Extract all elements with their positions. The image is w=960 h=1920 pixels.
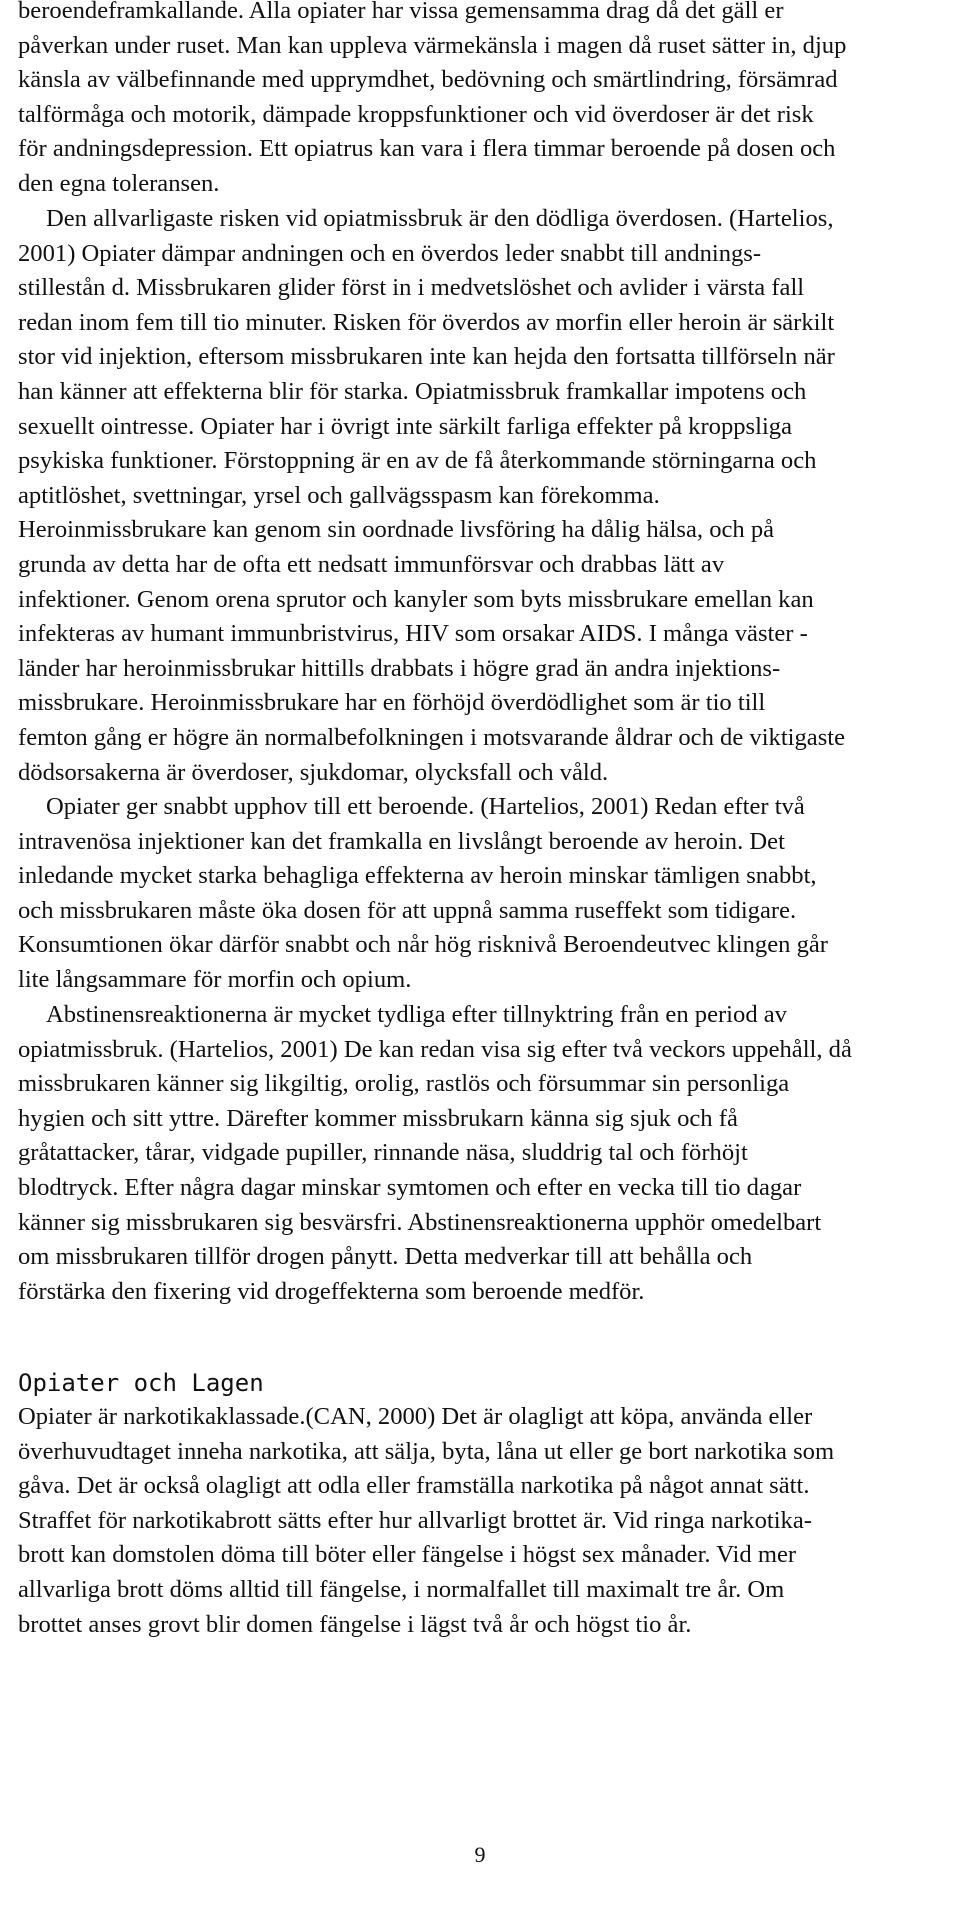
text-line: Den allvarligaste risken vid opiatmissbruk är den dödliga överdosen. (Hartelios,: [46, 205, 834, 232]
text-line: 2001) Opiater dämpar andningen och en överdos leder snabbt till andnings-: [18, 239, 762, 267]
text-line: länder har heroinmissbrukar hittills drabbats i högre grad än andra injektions-: [18, 654, 781, 682]
text-line: redan inom fem till tio minuter. Risken för överdos av morfin eller heroin är särkilt: [18, 308, 835, 336]
text-line: han känner att effekterna blir för starka. Opiatmissbruk framkallar impotens och: [18, 377, 807, 405]
text-line: dödsorsakerna är överdoser, sjukdomar, olycksfall och våld.: [18, 758, 609, 786]
text-line: för andningsdepression. Ett opiatrus kan vara i flera timmar beroende på dosen och: [18, 135, 836, 163]
text-line: beroendeframkallande. Alla opiater har vissa gemensamma drag då det gäll er: [18, 0, 784, 24]
text-line: gåva. Det är också olagligt att odla eller framställa narkotika på något annat sätt.: [18, 1472, 810, 1500]
text-line: hygien och sitt yttre. Därefter kommer missbrukarn känna sig sjuk och få: [18, 1104, 738, 1132]
text-line: infektioner. Genom orena sprutor och kanyler som byts missbrukare emellan kan: [18, 585, 814, 613]
text-line: känner sig missbrukaren sig besvärsfri. Abstinensreaktionerna upphör omedelbart: [18, 1208, 822, 1236]
text-line: opiatmissbruk. (Hartelios, 2001) De kan redan visa sig efter två veckors uppehåll, då: [18, 1035, 852, 1063]
text-line: sexuellt ointresse. Opiater har i övrigt inte särkilt farliga effekter på kroppsliga: [18, 412, 792, 440]
text-line: Konsumtionen ökar därför snabbt och når hög risknivå Beroendeutvec klingen går: [18, 931, 828, 959]
text-line: och missbrukaren måste öka dosen för att uppnå samma ruseffekt som tidigare.: [18, 896, 797, 924]
text-line: Abstinensreaktionerna är mycket tydliga efter tillnyktring från en period av: [46, 1001, 787, 1028]
text-line: allvarliga brott döms alltid till fängelse, i normalfallet till maximalt tre år. Om: [18, 1575, 785, 1603]
text-line: intravenösa injektioner kan det framkalla en livslångt beroende av heroin. Det: [18, 827, 785, 855]
text-line: förstärka den fixering vid drogeffekterna som beroende medför.: [18, 1277, 645, 1305]
text-line: lite långsammare för morfin och opium.: [18, 965, 412, 993]
paragraph-1: [18, 0, 846, 202]
section-heading: Opiater och Lagen: [18, 1369, 264, 1397]
text-line: infekteras av humant immunbristvirus, HIV som orsakar AIDS. I många väster -: [18, 620, 808, 648]
text-line: missbrukare. Heroinmissbrukare har en förhöjd överdödlighet som är tio till: [18, 689, 766, 717]
text-line: Heroinmissbrukare kan genom sin oordnade livsföring ha dålig hälsa, och på: [18, 516, 775, 544]
paragraph-4: [18, 998, 852, 1309]
section-paragraph: [18, 1400, 834, 1642]
text-line: stillestån d. Missbrukaren glider först in i medvetslöshet och avlider i värsta fall: [18, 274, 805, 302]
text-line: den egna toleransen.: [18, 169, 220, 197]
text-line: blodtryck. Efter några dagar minskar symtomen och efter en vecka till tio dagar: [18, 1173, 802, 1201]
text-line: överhuvudtaget inneha narkotika, att sälja, byta, låna ut eller ge bort narkotika som: [18, 1437, 835, 1465]
text-line: psykiska funktioner. Förstoppning är en av de få återkommande störningarna och: [18, 447, 817, 475]
text-line: brott kan domstolen döma till böter eller fängelse i högst sex månader. Vid mer: [18, 1541, 797, 1569]
text-line: missbrukaren känner sig likgiltig, orolig, rastlös och försummar sin personliga: [18, 1070, 790, 1098]
text-line: påverkan under ruset. Man kan uppleva värmekänsla i magen då ruset sätter in, djup: [18, 31, 847, 59]
text-line: Opiater är narkotikaklassade.(CAN, 2000) Det är olagligt att köpa, använda eller: [18, 1403, 813, 1430]
text-line: Opiater ger snabbt upphov till ett beroende. (Hartelios, 2001) Redan efter två: [46, 793, 805, 820]
text-line: femton gång er högre än normalbefolkningen i motsvarande åldrar och de viktigaste: [18, 723, 846, 751]
text-line: gråtattacker, tårar, vidgade pupiller, rinnande näsa, sluddrig tal och förhöjt: [18, 1139, 748, 1167]
text-line: grunda av detta har de ofta ett nedsatt immunförsvar och drabbas lätt av: [18, 550, 725, 578]
text-line: om missbrukaren tillför drogen pånytt. Detta medverkar till att behålla och: [18, 1243, 753, 1271]
text-line: inledande mycket starka behagliga effekterna av heroin minskar tämligen snabbt,: [18, 862, 817, 890]
paragraph-3: [18, 790, 828, 998]
text-line: känsla av välbefinnande med upprymdhet, bedövning och smärtlindring, försämrad: [18, 66, 838, 94]
text-line: Straffet för narkotikabrott sätts efter hur allvarligt brottet är. Vid ringa narkotika-: [18, 1506, 812, 1534]
text-line: brottet anses grovt blir domen fängelse i lägst två år och högst tio år.: [18, 1610, 692, 1638]
paragraph-2: [18, 202, 845, 790]
text-line: aptitlöshet, svettningar, yrsel och gallvägsspasm kan förekomma.: [18, 481, 660, 509]
text-line: talförmåga och motorik, dämpade kroppsfunktioner och vid överdoser är det risk: [18, 100, 814, 128]
text-line: stor vid injektion, eftersom missbrukaren inte kan hejda den fortsatta tillförseln när: [18, 343, 835, 371]
page-number: 9: [474, 1842, 486, 1867]
